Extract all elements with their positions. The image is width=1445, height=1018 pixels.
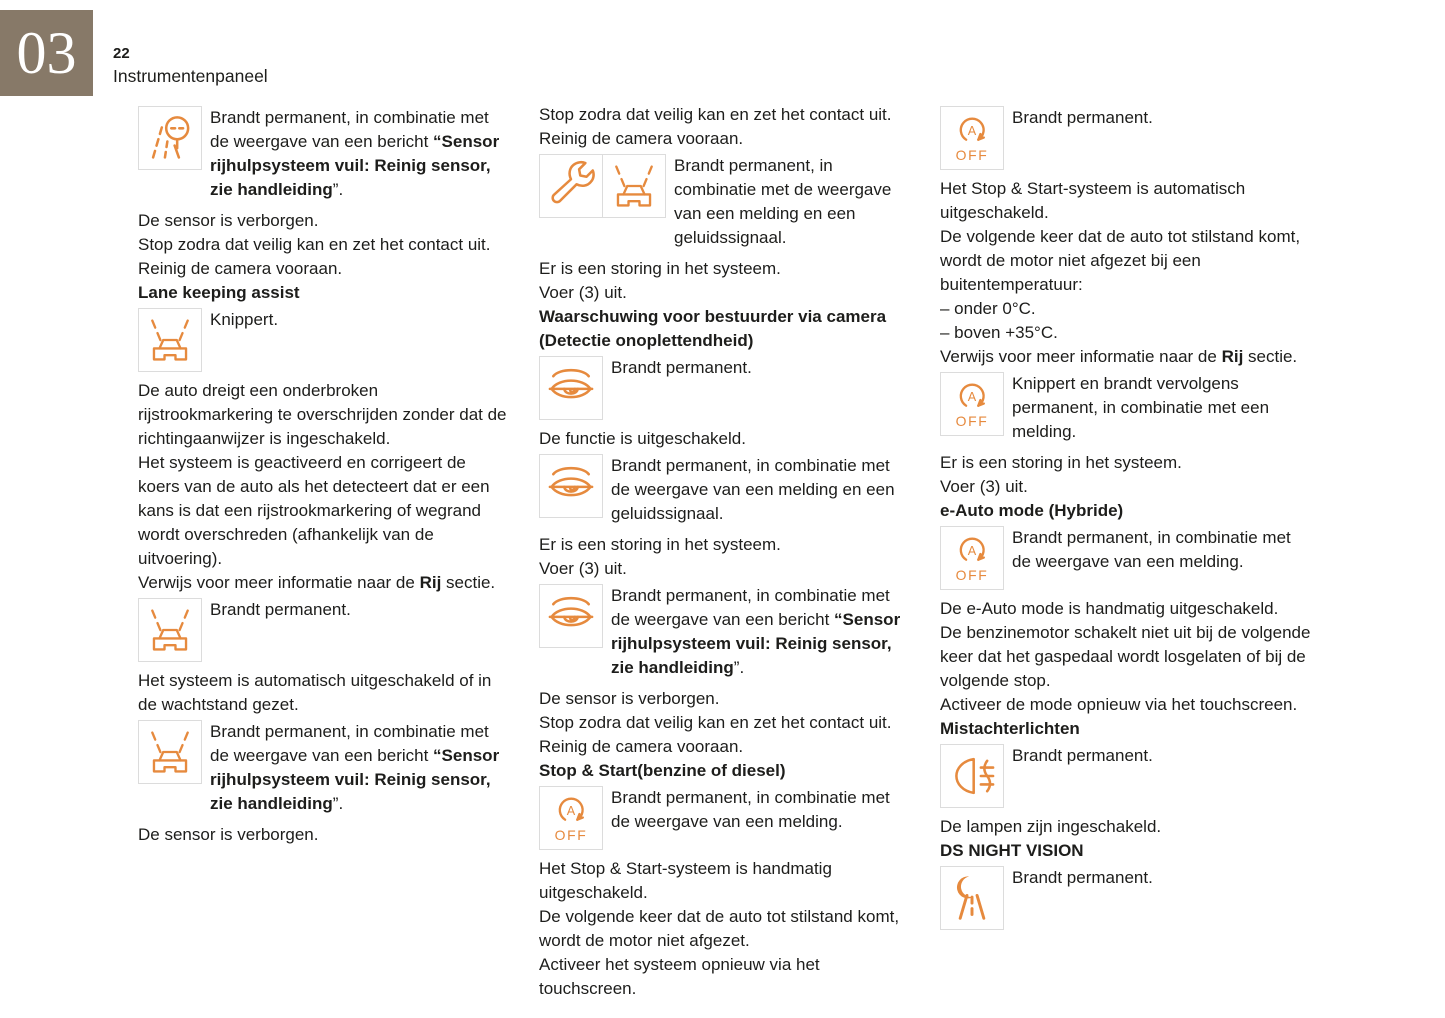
text-segment: Er is een storing in het systeem. [539,535,781,554]
paragraph [539,557,911,581]
paragraph [539,687,911,711]
paragraph [539,905,911,953]
subsection-heading [940,839,1312,863]
paragraph [940,475,1312,499]
text-segment: Activeer de mode opnieuw via het touchscreen. [940,695,1298,714]
text-segment: Het systeem is automatisch uitgeschakeld of in de wachtstand gezet. [138,671,492,714]
lane-keeping-icon [138,598,202,662]
stop-start-off-icon [940,106,1004,170]
indicator-icon-group [940,372,1004,436]
text-segment: Stop zodra dat veilig kan en zet het contact uit. [138,235,491,254]
indicator-row [138,720,510,816]
paragraph [539,857,911,905]
paragraph [940,177,1312,225]
indicator-description [210,720,510,816]
night-vision-icon [940,866,1004,930]
text-segment: Voer (3) uit. [539,283,627,302]
column-1 [138,103,510,1001]
indicator-description [1012,526,1312,574]
indicator-row [539,786,911,850]
text-segment: De auto dreigt een onderbroken rijstrookmarkering te overschrijden zonder dat de richtingaanwijzer is ingeschakeld. [138,381,507,448]
text-segment: Brandt permanent, in combinatie met de weergave van een bericht [611,586,890,629]
text-segment: De sensor is verborgen. [138,825,319,844]
indicator-icon-group [539,454,603,518]
indicator-description [1012,866,1312,890]
text-segment: De lampen zijn ingeschakeld. [940,817,1162,836]
indicator-description [210,308,510,332]
svg-text:A: A [967,124,977,139]
paragraph [940,597,1312,621]
indicator-icon-group [138,720,202,784]
svg-text:OFF: OFF [955,146,989,163]
chapter-tab [0,10,93,96]
indicator-icon-group [138,106,202,170]
driver-attention-eye-icon [539,356,603,420]
text-segment: Verwijs voor meer informatie naar de [138,573,420,592]
indicator-icon-group [940,526,1004,590]
indicator-row [138,308,510,372]
paragraph [138,823,510,847]
text-segment: Het Stop & Start-systeem is automatisch uitgeschakeld. [940,179,1246,222]
paragraph [539,257,911,281]
paragraph [539,281,911,305]
text-segment: Stop & Start(benzine of diesel) [539,761,786,780]
paragraph [539,711,911,735]
text-segment: Activeer het systeem opnieuw via het touchscreen. [539,955,820,998]
indicator-description [1012,372,1312,444]
indicator-row [940,106,1312,170]
indicator-row [539,154,911,250]
indicator-description [611,584,911,680]
chapter-number: 03 [16,20,77,86]
indicator-description [611,786,911,834]
content-columns [138,103,1312,1001]
paragraph [539,533,911,557]
page-header [113,45,268,87]
text-segment: Brandt permanent, in combinatie met de weergave van een melding en een geluidssignaal. [674,156,892,247]
indicator-description [611,356,911,380]
text-segment: Stop zodra dat veilig kan en zet het contact uit. [539,713,892,732]
lane-keeping-icon [138,720,202,784]
subsection-heading [138,281,510,305]
text-segment: DS NIGHT VISION [940,841,1084,860]
text-segment: Het systeem is geactiveerd en corrigeert de koers van de auto als het detecteert dat er een kans is dat een rijstrookmarkering of wegrand wordt overschreden (afhankelijk van de uitvoering). [138,453,490,568]
paragraph [940,621,1312,693]
text-segment: Er is een storing in het systeem. [539,259,781,278]
text-segment: Waarschuwing voor bestuurder via camera (Detectie onoplettendheid) [539,307,887,350]
indicator-description [611,454,911,526]
rear-fog-light-icon [940,744,1004,808]
svg-text:A: A [967,390,977,405]
subsection-heading [539,759,911,783]
paragraph [940,225,1312,297]
lane-keeping-icon [602,154,666,218]
section-title: Instrumentenpaneel [113,66,268,86]
text-segment: Brandt permanent, in combinatie met de weergave van een melding. [611,788,890,831]
indicator-row [138,106,510,202]
indicator-row [940,526,1312,590]
text-segment: Brandt permanent, in combinatie met de weergave van een bericht [210,722,489,765]
paragraph [940,297,1312,321]
text-segment: De benzinemotor schakelt niet uit bij de volgende keer dat het gaspedaal wordt losgelaten of bij de volgende stop. [940,623,1311,690]
indicator-description [1012,106,1312,130]
svg-text:OFF: OFF [554,826,588,843]
paragraph [138,257,510,281]
indicator-description [210,106,510,202]
indicator-icon-group [539,356,603,420]
paragraph [138,379,510,451]
text-segment: De sensor is verborgen. [539,689,720,708]
text-segment: De functie is uitgeschakeld. [539,429,746,448]
text-segment: Reinig de camera vooraan. [539,737,744,756]
svg-text:OFF: OFF [955,412,989,429]
paragraph [138,233,510,257]
text-segment: Knippert en brandt vervolgens permanent, in combinatie met een melding. [1012,374,1270,441]
indicator-icon-group [539,786,603,850]
paragraph [940,321,1312,345]
subsection-heading [940,717,1312,741]
subsection-heading [940,499,1312,523]
traffic-sign-detection-icon [138,106,202,170]
indicator-icon-group [138,598,202,662]
indicator-row [940,866,1312,930]
paragraph [539,427,911,451]
indicator-icon-group [539,584,603,648]
svg-text:OFF: OFF [955,566,989,583]
paragraph [138,209,510,233]
indicator-row [940,372,1312,444]
indicator-row [539,454,911,526]
driver-attention-eye-icon [539,454,603,518]
text-segment: Voer (3) uit. [539,559,627,578]
text-segment: Rij [419,573,442,592]
indicator-icon-group [539,154,666,218]
text-segment: Stop zodra dat veilig kan en zet het contact uit. [539,105,892,124]
paragraph [138,451,510,571]
text-segment: De volgende keer dat de auto tot stilstand komt, wordt de motor niet afgezet bij een buitentemperatuur: [940,227,1301,294]
indicator-icon-group [138,308,202,372]
text-segment: Lane keeping assist [138,283,300,302]
paragraph [940,693,1312,717]
text-segment: De sensor is verborgen. [138,211,319,230]
text-segment: ”. [332,794,344,813]
paragraph [940,345,1312,369]
text-segment: – onder 0°C. [940,299,1036,318]
paragraph [539,735,911,759]
text-segment: sectie. [441,573,496,592]
stop-start-off-icon [539,786,603,850]
text-segment: e-Auto mode (Hybride) [940,501,1124,520]
text-segment: “Sensor rijhulpsysteem vuil: Reinig sensor, zie handleiding [210,746,500,813]
paragraph [940,451,1312,475]
svg-text:A: A [967,544,977,559]
stop-start-off-icon [940,526,1004,590]
text-segment: Brandt permanent. [611,358,752,377]
wrench-icon [539,154,603,218]
indicator-row [539,584,911,680]
text-segment: Het Stop & Start-systeem is handmatig uitgeschakeld. [539,859,832,902]
paragraph [138,669,510,717]
indicator-description [1012,744,1312,768]
page-number: 22 [113,45,130,62]
indicator-icon-group [940,106,1004,170]
text-segment: Brandt permanent. [1012,108,1153,127]
text-segment: Mistachterlichten [940,719,1080,738]
text-segment: sectie. [1243,347,1298,366]
text-segment: Brandt permanent. [1012,746,1153,765]
svg-text:A: A [566,804,576,819]
indicator-icon-group [940,744,1004,808]
indicator-row [940,744,1312,808]
paragraph [539,103,911,127]
driver-attention-eye-icon [539,584,603,648]
column-2 [539,103,911,1001]
subsection-heading [539,305,911,353]
text-segment: De e-Auto mode is handmatig uitgeschakeld. [940,599,1279,618]
text-segment: Reinig de camera vooraan. [138,259,343,278]
text-segment: Voer (3) uit. [940,477,1028,496]
text-segment: Er is een storing in het systeem. [940,453,1182,472]
paragraph [539,953,911,1001]
text-segment: Brandt permanent, in combinatie met de weergave van een melding. [1012,528,1291,571]
text-segment: Brandt permanent. [1012,868,1153,887]
text-segment: Brandt permanent, in combinatie met de weergave van een bericht [210,108,489,151]
indicator-description [210,598,510,622]
paragraph [138,571,510,595]
text-segment: “Sensor rijhulpsysteem vuil: Reinig sensor, zie handleiding [611,610,901,677]
indicator-description [674,154,911,250]
text-segment: Brandt permanent. [210,600,351,619]
text-segment: ”. [332,180,344,199]
text-segment: Rij [1221,347,1244,366]
paragraph [940,815,1312,839]
indicator-icon-group [940,866,1004,930]
stop-start-off-icon [940,372,1004,436]
paragraph [539,127,911,151]
text-segment: ”. [733,658,745,677]
text-segment: Brandt permanent, in combinatie met de weergave van een melding en een geluidssignaal. [611,456,895,523]
text-segment: Knippert. [210,310,279,329]
text-segment: Verwijs voor meer informatie naar de [940,347,1222,366]
indicator-row [539,356,911,420]
text-segment: – boven +35°C. [940,323,1058,342]
text-segment: De volgende keer dat de auto tot stilstand komt, wordt de motor niet afgezet. [539,907,900,950]
text-segment: “Sensor rijhulpsysteem vuil: Reinig sensor, zie handleiding [210,132,500,199]
text-segment: Reinig de camera vooraan. [539,129,744,148]
lane-keeping-icon [138,308,202,372]
column-3 [940,103,1312,1001]
indicator-row [138,598,510,662]
